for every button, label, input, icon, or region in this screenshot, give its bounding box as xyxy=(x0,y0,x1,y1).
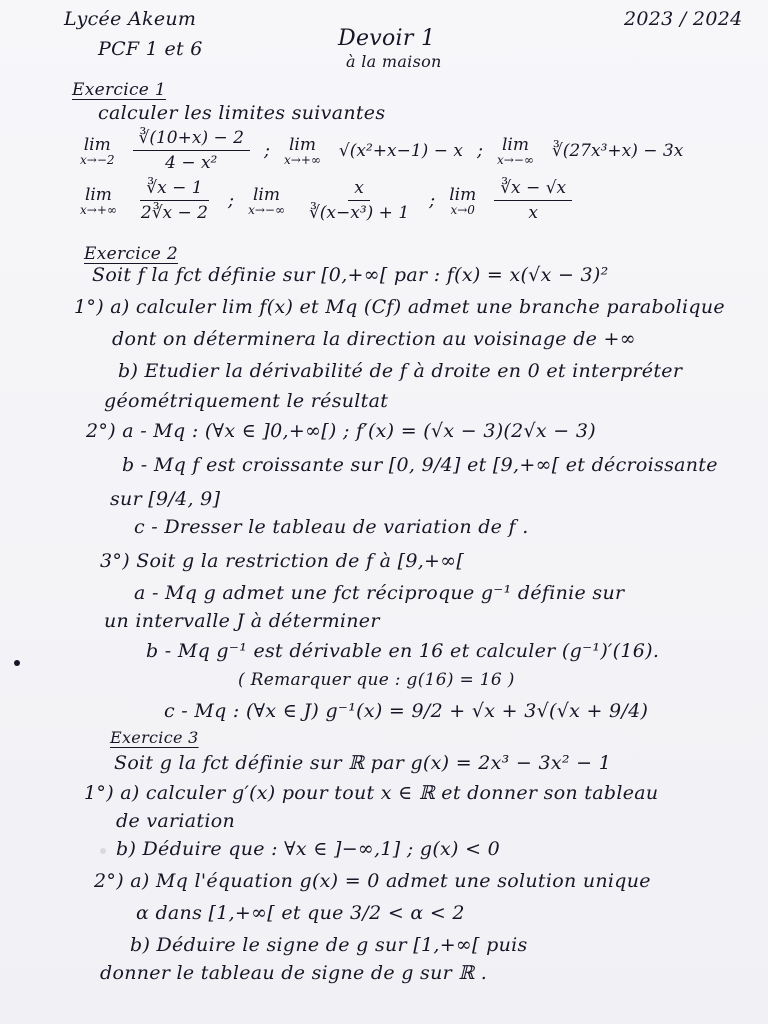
ex3-line-4: b) Déduire que : ∀x ∈ ]−∞,1] ; g(x) < 0 xyxy=(116,838,501,860)
limit-2-expr: √(x²+x−1) − x xyxy=(338,140,463,161)
ex2-line-5: géométriquement le résultat xyxy=(104,390,389,412)
limit-3-expr: ∛(27x³+x) − 3x xyxy=(551,140,684,161)
school-name: Lycée Akeum xyxy=(64,8,197,30)
ex2-line-4: b) Etudier la dérivabilité de f à droite en 0 et interpréter xyxy=(118,360,683,382)
ex2-line-12: un intervalle J à déterminer xyxy=(104,610,380,632)
ex3-line-8: donner le tableau de signe de g sur ℝ . xyxy=(100,962,488,984)
pen-dot xyxy=(14,660,20,666)
limits-row-1: lim x→−2 $\frac{∛(10+x) - 2}{\text{4 − x²}}$ ; lim x→+∞ √(x²+x−1) − x ; lim x→−∞ ∛(27x³+x) − 3x xyxy=(80,128,684,173)
ex2-line-9: c - Dresser le tableau de variation de f . xyxy=(134,516,529,538)
class-label: PCF 1 et 6 xyxy=(98,38,203,60)
exercise2-title: Exercice 2 xyxy=(84,244,178,264)
homework-subtitle: à la maison xyxy=(346,52,442,71)
limit-1-fraction: $\frac{∛(10+x) - 2}{\text{4 − x²}}$ xyxy=(133,128,250,173)
white-mark xyxy=(100,848,106,854)
ex2-line-11: a - Mq g admet une fct réciproque g⁻¹ définie sur xyxy=(134,582,625,604)
ex2-line-8: sur [9/4, 9] xyxy=(110,488,221,510)
ex2-line-2: 1°) a) calculer lim f(x) et Mq (Cf) admet une branche parabolique xyxy=(74,296,725,318)
ex3-line-1: Soit g la fct définie sur ℝ par g(x) = 2x³ − 3x² − 1 xyxy=(114,752,612,774)
limit-4: lim x→+∞ xyxy=(80,184,117,217)
ex2-line-7: b - Mq f est croissante sur [0, 9/4] et [9,+∞[ et décroissante xyxy=(122,454,718,476)
ex3-line-2: 1°) a) calculer g′(x) pour tout x ∈ ℝ et donner son tableau xyxy=(84,782,659,804)
limits-row-2: lim x→+∞ $\frac{∛x - 1}{2∛x - 2}$ ; lim x→−∞ $\frac{x}{\text{∛(x−x³) + 1}}$ ; lim x→0 $\frac{∛x - √x}{x}$ xyxy=(80,178,572,223)
homework-title: Devoir 1 xyxy=(338,26,436,51)
limit-5-fraction: $\frac{x}{\text{∛(x−x³) + 1}}$ xyxy=(308,178,410,223)
ex2-line-6: 2°) a - Mq : (∀x ∈ ]0,+∞[) ; f′(x) = (√x − 3)(2√x − 3) xyxy=(86,420,596,442)
limit-6-fraction: $\frac{∛x - √x}{x}$ xyxy=(494,178,572,223)
exercise3-title: Exercice 3 xyxy=(110,728,199,747)
ex3-line-7: b) Déduire le signe de g sur [1,+∞[ puis xyxy=(130,934,528,956)
exercise1-instruction: calculer les limites suivantes xyxy=(98,102,386,124)
ex2-line-10: 3°) Soit g la restriction de f à [9,+∞[ xyxy=(100,550,465,572)
school-year: 2023 / 2024 xyxy=(624,8,743,30)
ex2-line-3: dont on déterminera la direction au voisinage de +∞ xyxy=(112,328,636,350)
exercise1-title: Exercice 1 xyxy=(72,80,166,100)
limit-1: lim x→−2 xyxy=(80,134,115,167)
ex2-line-1: Soit f la fct définie sur [0,+∞[ par : f(x) = x(√x − 3)² xyxy=(92,264,609,286)
ex3-line-6: α dans [1,+∞[ et que 3/2 < α < 2 xyxy=(136,902,465,924)
ex2-remark: ( Remarquer que : g(16) = 16 ) xyxy=(238,670,515,690)
ex3-line-3: de variation xyxy=(116,810,235,832)
ex3-line-5: 2°) a) Mq l'équation g(x) = 0 admet une solution unique xyxy=(94,870,651,892)
ex2-line-13: b - Mq g⁻¹ est dérivable en 16 et calculer (g⁻¹)′(16). xyxy=(146,640,660,662)
limit-3: lim x→−∞ xyxy=(497,134,534,167)
ex2-line-15: c - Mq : (∀x ∈ J) g⁻¹(x) = 9/2 + √x + 3√(√x + 9/4) xyxy=(164,700,649,722)
limit-2: lim x→+∞ xyxy=(284,134,321,167)
limit-6: lim x→0 xyxy=(449,184,477,217)
limit-5: lim x→−∞ xyxy=(248,184,285,217)
limit-4-fraction: $\frac{∛x - 1}{2∛x - 2}$ xyxy=(140,178,208,223)
